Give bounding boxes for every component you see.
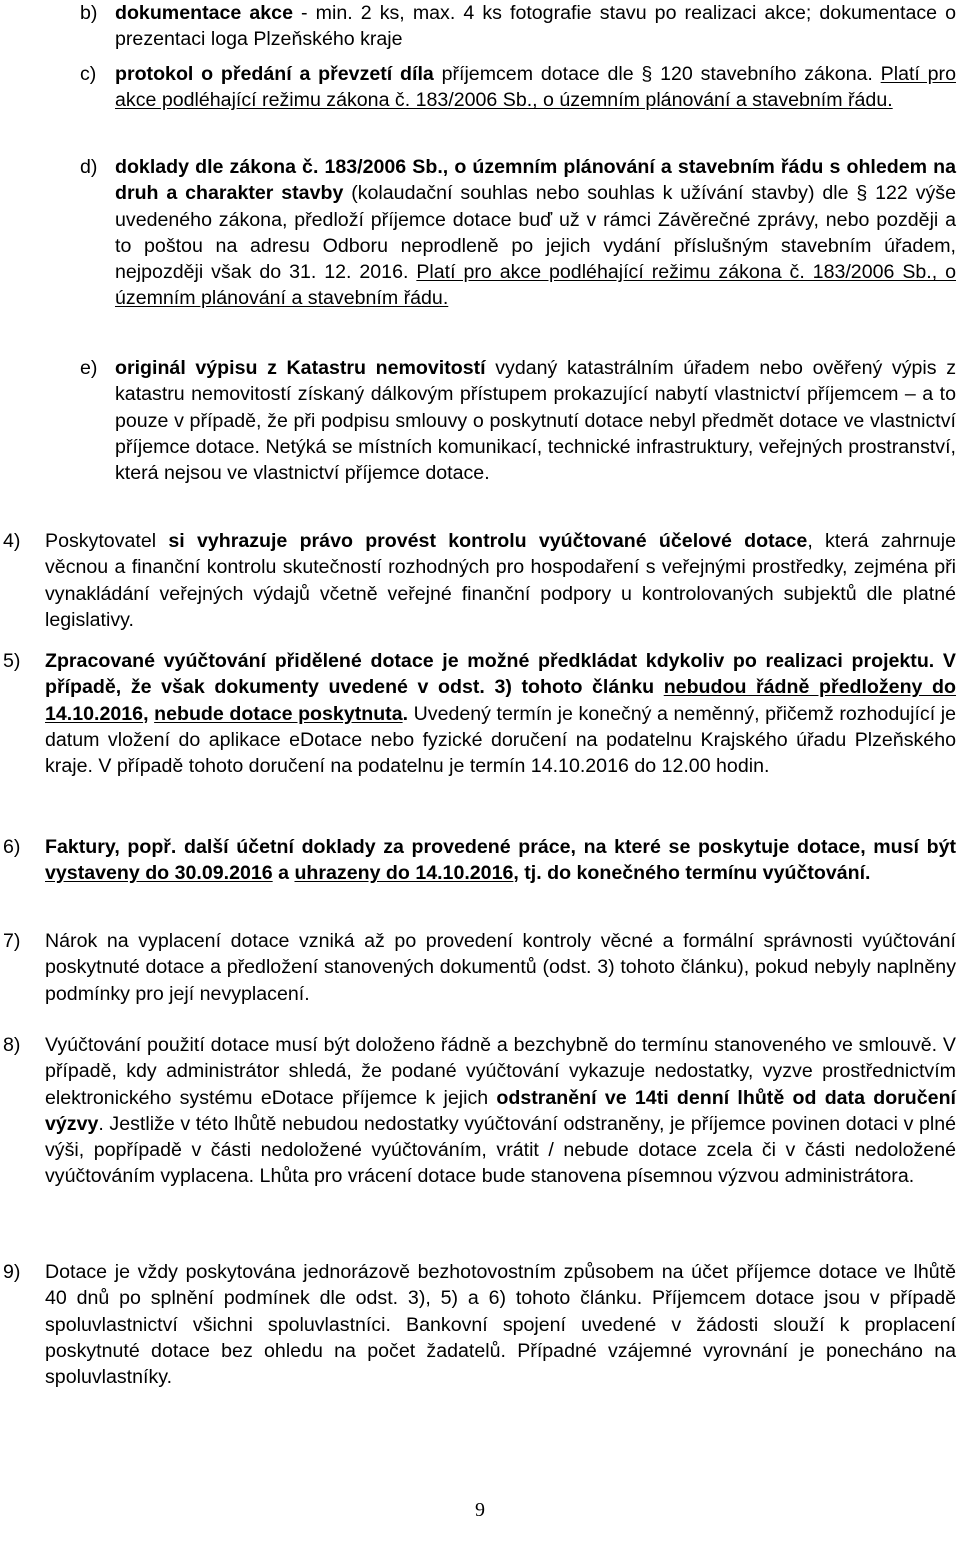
- paragraph-8: [3, 1032, 956, 1190]
- paragraph-text: Dotace je vždy poskytována jednorázově bezhotovostním způsobem na účet příjemce dotace ve lhůtě 40 dnů po splnění podmínek dle odst. 3), 5) a 6) tohoto článku. Příjemcem dotace jsou v případě spoluvlastnictví všichni spoluvlastníci. Bankovní spojení uvedené v žádosti slouží k proplacení poskytnuté dotace bez ohledu na počet žadatelů. Případné vzájemné vyrovnání je ponecháno na spoluvlastníky.: [45, 1261, 956, 1389]
- paragraph-marker: 9): [3, 1261, 21, 1283]
- bold-span: , tj. do konečného termínu vyúčtování.: [513, 862, 871, 885]
- paragraph-text: Nárok na vyplacení dotace vzniká až po provedení kontroly věcné a formální správnosti vyúčtování poskytnuté dotace a předložení stanovených dokumentů (odst. 3) tohoto článku), pokud nebyly naplněny podmínky pro její nevyplacení.: [45, 930, 956, 1005]
- list-item-b: [80, 0, 956, 53]
- bold-underlined-span: nebudou řádně předloženy do 14.10.2016: [45, 676, 956, 725]
- paragraph-7: [3, 928, 956, 1007]
- paragraph-9: [3, 1259, 956, 1390]
- text-span: . Jestliže v této lhůtě nebudou nedostatky vyúčtování odstraněny, je příjemce povinen dotaci v plné výši, popřípadě v části nedoložené vyúčtováním, vrátit / nebude dotace zcela či v části nedoložené vyúčtováním vyplacena. Lhůta pro vrácení dotace bude stanovena písemnou výzvou administrátora.: [45, 1112, 956, 1188]
- item-heading: originál výpisu z Katastru nemovitostí: [115, 357, 486, 379]
- item-body: příjemcem dotace dle § 120 stavebního zákona.: [433, 63, 881, 85]
- underlined-note: Platí pro akce podléhající režimu zákona č. 183/2006 Sb., o územním plánování a stavebním řádu.: [115, 261, 956, 310]
- bold-span: odstranění ve 14ti denní lhůtě od data doručení výzvy: [45, 1086, 956, 1135]
- paragraph-text: [45, 528, 956, 633]
- text-span: Poskytovatel: [45, 530, 169, 552]
- underlined-note: Platí pro akce podléhající režimu zákona č. 183/2006 Sb., o územním plánování a stavebním řádu.: [115, 63, 956, 112]
- item-body: vydaný katastrálním úřadem nebo ověřený výpis z katastru nemovitostí získaný dálkovým přístupem prokazující nabytí vlastnictví příjemcem – a to pouze v případě, že při podpisu smlouvy o poskytnutí dotace nebyl předmět dotace ve vlastnictví příjemce dotace. Netýká se místních komunikací, technické infrastruktury, veřejných prostranství, která nejsou ve vlastnictví příjemce dotace.: [115, 357, 956, 485]
- item-heading: protokol o předání a převzetí díla: [115, 63, 434, 85]
- item-text: [115, 61, 956, 114]
- paragraph-text: [45, 648, 956, 779]
- text-span: Uvedený termín je konečný a neměnný, přičemž rozhodující je datum vložení do aplikace eDotace nebo fyzické doručení na podatelnu Krajského úřadu Plzeňského kraje. V případě tohoto doručení na podatelnu je termín 14.10.2016 do 12.00 hodin.: [45, 702, 956, 778]
- bold-span: si vyhrazuje právo provést kontrolu vyúčtované účelové dotace: [168, 530, 808, 552]
- item-heading: doklady dle zákona č. 183/2006 Sb., o územním plánování a stavebním řádu s ohledem na druh a charakter stavby: [115, 156, 956, 205]
- item-marker: c): [80, 63, 97, 85]
- page-number: 9: [475, 1499, 485, 1521]
- paragraph-marker: 7): [3, 930, 21, 952]
- bold-span: Faktury, popř. další účetní doklady za provedené práce, na které se poskytuje dotace, musí být: [45, 836, 956, 858]
- item-marker: e): [80, 357, 98, 379]
- item-heading: dokumentace akce: [115, 2, 293, 24]
- item-text: [115, 355, 956, 486]
- paragraph-4: [3, 528, 956, 633]
- paragraph-5: [3, 648, 956, 779]
- paragraph-marker: 5): [3, 650, 21, 672]
- item-text: [115, 0, 956, 53]
- list-item-d: [80, 154, 956, 312]
- bold-span: a: [272, 862, 295, 885]
- bold-span: ,: [143, 702, 155, 725]
- item-marker: d): [80, 156, 98, 178]
- paragraph-text: [45, 1032, 956, 1190]
- bold-underlined-span: nebude dotace poskytnuta: [154, 702, 403, 725]
- text-span: Vyúčtování použití dotace musí být doloženo řádně a bezchybně do termínu stanoveného ve smlouvě. V případě, kdy administrátor shledá, že podané vyúčtování vykazuje nedostatky, vyzve prostřednictvím elektronického systému eDotace příjemce k jejich: [45, 1034, 956, 1109]
- item-marker: b): [80, 2, 98, 24]
- paragraph-marker: 8): [3, 1034, 21, 1056]
- bold-span: .: [402, 702, 409, 725]
- paragraph-marker: 6): [3, 836, 21, 858]
- paragraph-marker: 4): [3, 530, 21, 552]
- paragraph-6: [3, 834, 956, 887]
- bold-span: Zpracované vyúčtování přidělené dotace je možné předkládat kdykoliv po realizaci projektu. V případě, že však dokumenty uvedené v odst. 3) tohoto článku: [45, 650, 956, 699]
- bold-underlined-span: vystaveny do 30.09.2016: [45, 862, 273, 885]
- paragraph-text: [45, 834, 956, 887]
- item-body: - min. 2 ks, max. 4 ks fotografie stavu po realizaci akce; dokumentace o prezentaci loga Plzeňského kraje: [115, 2, 957, 51]
- item-body: (kolaudační souhlas nebo souhlas k užívání stavby) dle § 122 výše uvedeného zákona, předloží příjemce dotace buď už v rámci Závěrečné zprávy, nebo později a to poštou na adresu Odboru neprodleně po jejich vydání příslušným stavebním úřadem, nejpozději však do 31. 12. 2016.: [115, 182, 956, 284]
- item-text: [115, 154, 956, 312]
- text-span: , která zahrnuje věcnou a finanční kontrolu skutečností rozhodných pro hospodaření s veřejnými prostředky, zejména při vynakládání veřejných výdajů včetně veřejné finanční podpory u kontrolovaných subjektů dle platné legislativy.: [45, 530, 956, 631]
- bold-underlined-span: uhrazeny do 14.10.2016: [294, 862, 514, 885]
- list-item-c: [80, 61, 956, 114]
- list-item-e: [80, 355, 956, 486]
